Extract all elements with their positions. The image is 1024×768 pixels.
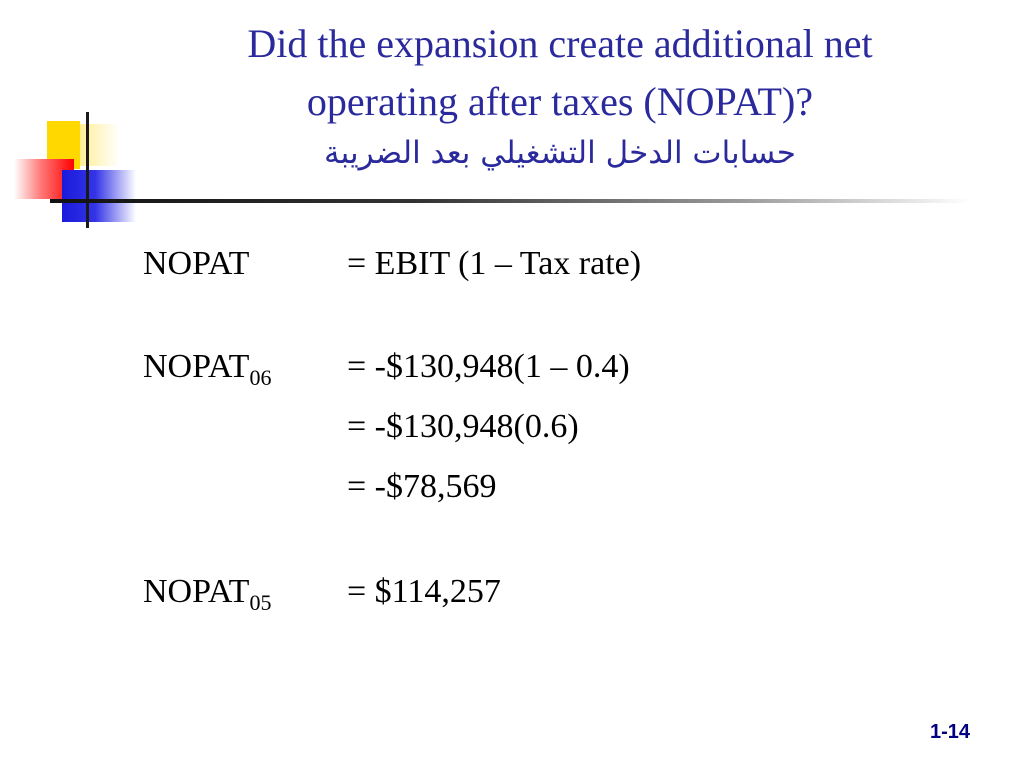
equation-label: NOPAT: [143, 245, 250, 282]
slide-title-line-1: Did the expansion create additional net: [247, 21, 873, 66]
title-divider-line: [50, 199, 970, 203]
decorative-vertical-line: [86, 112, 89, 228]
decorative-blue-square: [62, 170, 136, 222]
page-number: 1-14: [929, 721, 970, 743]
equation-label: $NOPAT_{06}$: [143, 348, 272, 390]
equation-expression: = $114,257: [347, 573, 501, 610]
equation-expression: = -$130,948(0.6): [347, 408, 579, 445]
equation-expression: = -$130,948(1 – 0.4): [347, 348, 630, 385]
slide-title-line-2: operating after taxes (NOPAT)?: [306, 79, 814, 124]
equation-expression: = EBIT (1 – Tax rate): [347, 245, 642, 282]
equation-label: $NOPAT_{05}$: [143, 573, 272, 615]
equation-expression: = -$78,569: [347, 468, 497, 505]
slide-title-arabic: حسابات الدخل التشغيلي بعد الضريبة: [324, 135, 796, 171]
